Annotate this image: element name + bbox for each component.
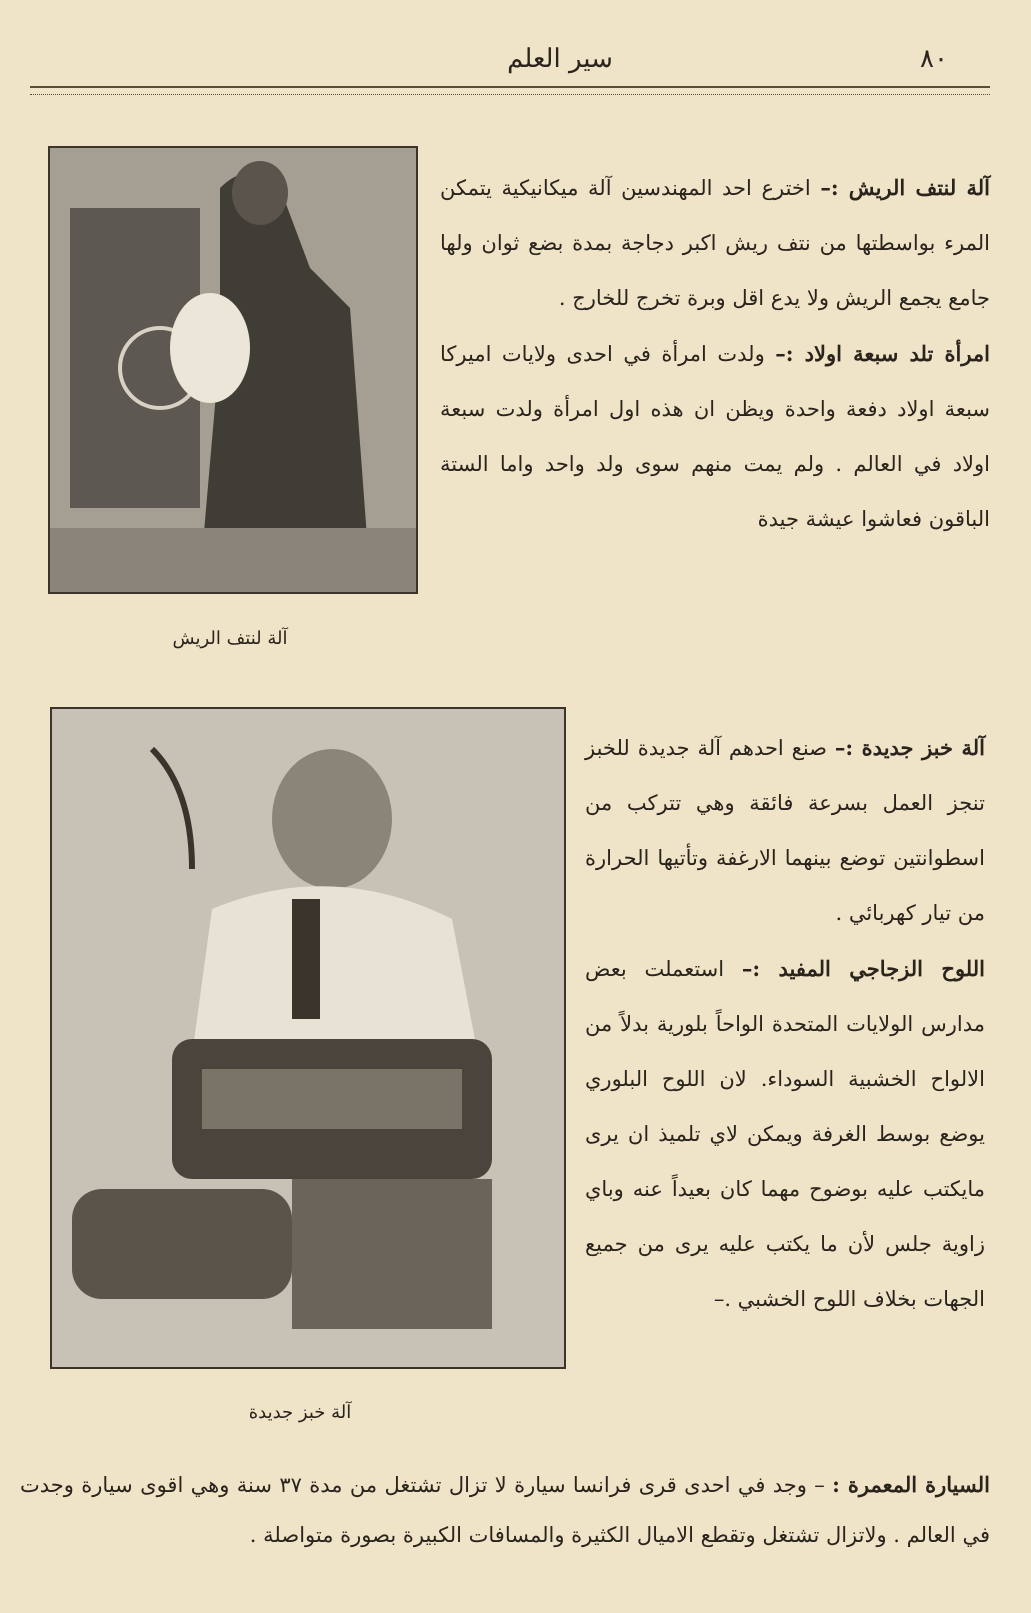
septuplets-article: [440, 326, 990, 547]
feather-septuplets-column: [440, 160, 990, 547]
septuplets-body: ولدت امرأة في احدى ولايات اميركا سبعة اولاد دفعة واحدة ويظن ان هذه اول امرأة ولدت سبعة اولاد في العالم . ولم يمت منهم سوى ولد واحد واما الستة الباقون فعاشوا عيشة جيدة: [440, 342, 990, 531]
glass-board-heading: اللوح الزجاجي المفيد :–: [741, 956, 985, 981]
feather-machine-illustration: [50, 148, 416, 592]
old-car-heading: السيارة المعمرة :: [832, 1472, 990, 1497]
feather-machine-caption: آلة لنتف الريش: [172, 628, 288, 649]
bread-heading: آلة خبز جديدة :–: [834, 735, 985, 760]
bread-machine-photo: [50, 707, 566, 1369]
feather-machine-photo: [48, 146, 418, 594]
bread-body: صنع احدهم آلة جديدة للخبز تنجز العمل بسرعة فائقة وهي تتركب من اسطوانتين توضع بينهما الارغفة وتأتيها الحرارة من تيار كهربائي .: [585, 736, 985, 925]
septuplets-heading: امرأة تلد سبعة اولاد :–: [775, 341, 991, 366]
bread-machine-caption: آلة خبز جديدة: [248, 1402, 352, 1423]
page-header: [40, 40, 990, 80]
feather-body: اخترع احد المهندسين آلة ميكانيكية يتمكن المرء بواسطتها من نتف ريش اكبر دجاجة بمدة بضع ثوان ولها جامع يجمع الريش ولا يدع اقل وبرة تخرج للخارج .: [440, 176, 990, 310]
header-rule: [30, 86, 990, 95]
bread-machine-illustration: [52, 709, 564, 1367]
feather-heading: آلة لنتف الريش :–: [820, 175, 990, 200]
page-number: ٨٠: [920, 44, 948, 74]
glass-board-article: [585, 941, 985, 1327]
glass-board-body: استعملت بعض مدارس الولايات المتحدة الواحاً بلورية بدلاً من الالواح الخشبية السوداء. لان اللوح البلوري يوضع بوسط الغرفة ويمكن لاي تلميذ ان يرى مايكتب عليه بوضوح مهما كان بعيداً عنه وباي زاوية جلس لأن ما يكتب عليه يرى من جميع الجهات بخلاف اللوح الخشبي .–: [585, 957, 985, 1311]
old-car-body: – وجد في احدى قرى فرانسا سيارة لا تزال تشتغل من مدة ٣٧ سنة وهي اقوى سيارة وجدت في العالم . ولاتزال تشتغل وتقطع الاميال الكثيرة والمسافات الكبيرة بصورة متواصلة .: [20, 1473, 990, 1547]
bread-article: [585, 720, 985, 941]
running-title: سير العلم: [507, 44, 613, 74]
feather-article: [440, 160, 990, 326]
bread-glass-column: [585, 720, 985, 1327]
old-car-article: [20, 1460, 990, 1560]
